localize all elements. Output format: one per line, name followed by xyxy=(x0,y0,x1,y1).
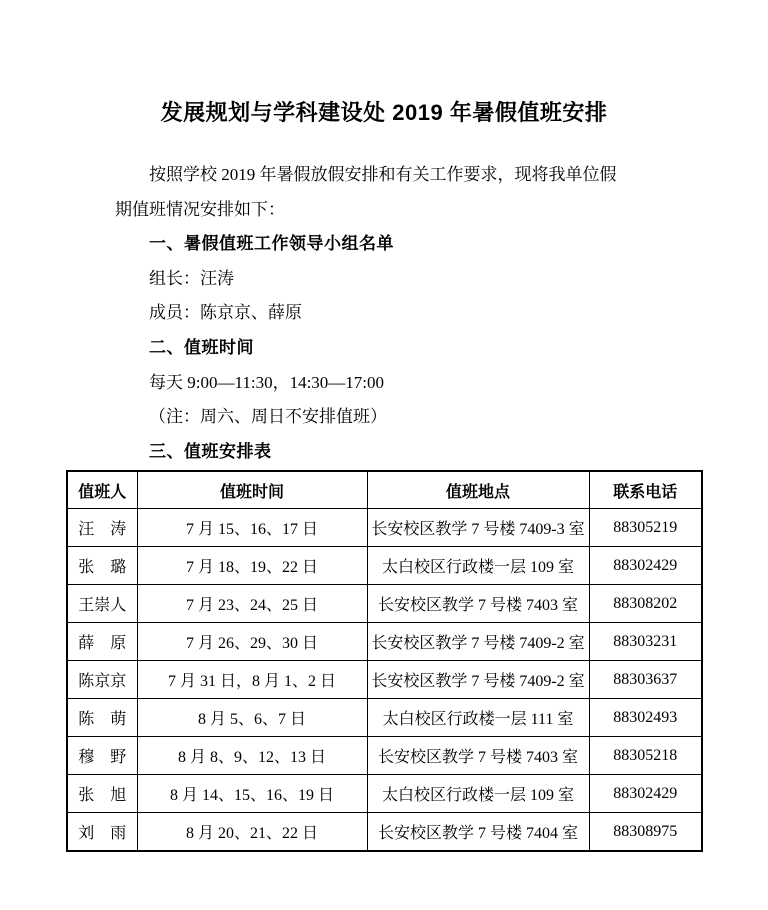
duty-time-cell: 8 月 14、15、16、19 日 xyxy=(137,775,367,813)
duty-time-cell: 7 月 31 日，8 月 1、2 日 xyxy=(137,661,367,699)
header-duty-place: 值班地点 xyxy=(367,471,589,509)
duty-person-cell: 陈 萌 xyxy=(67,699,137,737)
phone-cell: 88308975 xyxy=(589,813,702,852)
table-row xyxy=(67,509,702,547)
duty-place-cell: 长安校区教学 7 号楼 7403 室 xyxy=(367,737,589,775)
members-line: 成员：陈京京、薛原 xyxy=(149,303,302,323)
duty-time-cell: 7 月 26、29、30 日 xyxy=(137,623,367,661)
duty-time-line: 每天 9:00—11:30，14:30—17:00 xyxy=(149,372,385,392)
intro-line-2: 期值班情况安排如下： xyxy=(115,199,285,219)
duty-person-cell: 陈京京 xyxy=(67,661,137,699)
table-row xyxy=(67,547,702,585)
duty-time-cell: 7 月 15、16、17 日 xyxy=(137,509,367,547)
intro-line-1: 按照学校 2019 年暑假放假安排和有关工作要求，现将我单位假 xyxy=(149,165,617,184)
duty-place-cell: 长安校区教学 7 号楼 7404 室 xyxy=(367,813,589,852)
table-row xyxy=(67,813,702,852)
phone-cell: 88303231 xyxy=(589,623,702,661)
table-header-row xyxy=(67,471,702,509)
phone-cell: 88302493 xyxy=(589,699,702,737)
table-row xyxy=(67,623,702,661)
duty-note-line: （注：周六、周日不安排值班） xyxy=(149,407,387,427)
duty-time-cell: 7 月 23、24、25 日 xyxy=(137,585,367,623)
section3-heading: 三、值班安排表 xyxy=(149,441,272,461)
duty-schedule-table xyxy=(66,470,703,852)
phone-cell: 88302429 xyxy=(589,547,702,585)
duty-person-cell: 王崇人 xyxy=(67,585,137,623)
table-row xyxy=(67,737,702,775)
section1-heading: 一、暑假值班工作领导小组名单 xyxy=(149,234,394,254)
leader-line: 组长：汪涛 xyxy=(149,268,234,288)
duty-time-cell: 8 月 8、9、12、13 日 xyxy=(137,737,367,775)
header-duty-time: 值班时间 xyxy=(137,471,367,509)
table-row xyxy=(67,585,702,623)
duty-person-cell: 刘 雨 xyxy=(67,813,137,852)
table-row xyxy=(67,699,702,737)
phone-cell: 88302429 xyxy=(589,775,702,813)
duty-time-cell: 8 月 5、6、7 日 xyxy=(137,699,367,737)
duty-place-cell: 长安校区教学 7 号楼 7409-2 室 xyxy=(367,661,589,699)
table-row xyxy=(67,661,702,699)
phone-cell: 88303637 xyxy=(589,661,702,699)
duty-person-cell: 汪 涛 xyxy=(67,509,137,547)
document-body xyxy=(115,158,655,469)
duty-person-cell: 张 旭 xyxy=(67,775,137,813)
duty-place-cell: 长安校区教学 7 号楼 7409-2 室 xyxy=(367,623,589,661)
header-duty-person: 值班人 xyxy=(67,471,137,509)
duty-place-cell: 太白校区行政楼一层 109 室 xyxy=(367,775,589,813)
header-phone: 联系电话 xyxy=(589,471,702,509)
duty-place-cell: 长安校区教学 7 号楼 7409-3 室 xyxy=(367,509,589,547)
duty-time-cell: 8 月 20、21、22 日 xyxy=(137,813,367,852)
section2-heading: 二、值班时间 xyxy=(149,337,254,357)
phone-cell: 88308202 xyxy=(589,585,702,623)
duty-place-cell: 长安校区教学 7 号楼 7403 室 xyxy=(367,585,589,623)
page-title: 发展规划与学科建设处 2019 年暑假值班安排 xyxy=(160,100,608,125)
duty-place-cell: 太白校区行政楼一层 111 室 xyxy=(367,699,589,737)
duty-person-cell: 张 璐 xyxy=(67,547,137,585)
duty-person-cell: 薛 原 xyxy=(67,623,137,661)
phone-cell: 88305219 xyxy=(589,509,702,547)
phone-cell: 88305218 xyxy=(589,737,702,775)
duty-time-cell: 7 月 18、19、22 日 xyxy=(137,547,367,585)
duty-place-cell: 太白校区行政楼一层 109 室 xyxy=(367,547,589,585)
table-row xyxy=(67,775,702,813)
duty-person-cell: 穆 野 xyxy=(67,737,137,775)
